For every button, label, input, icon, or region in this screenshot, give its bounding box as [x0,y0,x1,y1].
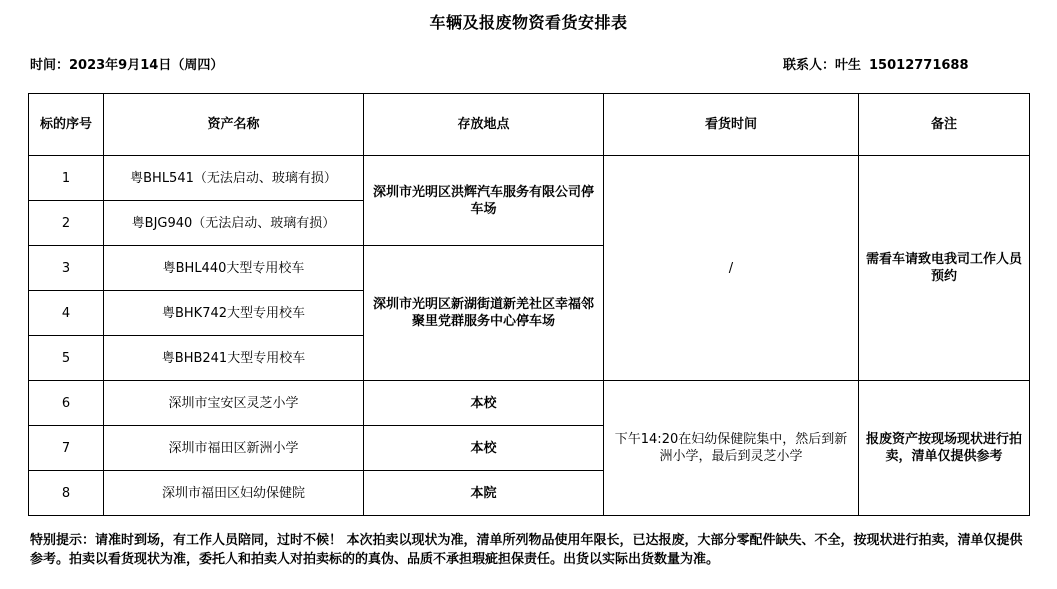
table-row [29,381,1030,426]
header-asset-name: 资产名称 [104,94,364,156]
table-row [29,156,1030,201]
lot-number: 6 [29,381,104,426]
asset-name: 深圳市宝安区灵芝小学 [104,381,364,426]
lot-number: 1 [29,156,104,201]
asset-name: 深圳市福田区妇幼保健院 [104,471,364,516]
header-viewing-time: 看货时间 [604,94,859,156]
asset-name: 粤BHL541（无法启动、玻璃有损） [104,156,364,201]
lot-number: 4 [29,291,104,336]
special-notice: 特别提示：请准时到场，有工作人员陪同，过时不候！ 本次拍卖以现状为准，清单所列物品使用年限长，已达报废，大部分零配件缺失、不全，按现状进行拍卖，清单仅提供参考。拍卖以看货现状为准，委托人和拍卖人对拍卖标的的真伪、品质不承担瑕疵担保责任。出货以实际出货数量为准。 [30,533,1023,567]
schedule-table [28,93,1030,516]
lot-number: 8 [29,471,104,516]
asset-name: 粤BHK742大型专用校车 [104,291,364,336]
lot-number: 2 [29,201,104,246]
viewing-time-cell: 下午14:20在妇幼保健院集中，然后到新洲小学，最后到灵芝小学 [604,381,859,516]
location-cell: 本院 [364,471,604,516]
viewing-time-cell: / [604,156,859,381]
header-lot-number: 标的序号 [29,94,104,156]
lot-number: 5 [29,336,104,381]
date-label: 时间：2023年9月14日（周四） [30,58,224,73]
contact-phone: 15012771688 [869,58,969,73]
header-location: 存放地点 [364,94,604,156]
location-cell: 本校 [364,426,604,471]
contact-info [783,54,969,73]
asset-name: 粤BHB241大型专用校车 [104,336,364,381]
document-title: 车辆及报废物资看货安排表 [429,13,628,32]
lot-number: 7 [29,426,104,471]
contact-label: 联系人：叶生 [783,58,862,73]
header-remarks: 备注 [859,94,1030,156]
asset-name: 深圳市福田区新洲小学 [104,426,364,471]
remarks-cell: 报废资产按现场现状进行拍卖，清单仅提供参考 [859,381,1030,516]
asset-name: 粤BHL440大型专用校车 [104,246,364,291]
lot-number: 3 [29,246,104,291]
remarks-cell: 需看车请致电我司工作人员预约 [859,156,1030,381]
location-cell: 深圳市光明区洪辉汽车服务有限公司停车场 [364,156,604,246]
location-cell: 本校 [364,381,604,426]
table-header-row [29,94,1030,156]
location-cell: 深圳市光明区新湖街道新羌社区幸福邻聚里党群服务中心停车场 [364,246,604,381]
asset-name: 粤BJG940（无法启动、玻璃有损） [104,201,364,246]
